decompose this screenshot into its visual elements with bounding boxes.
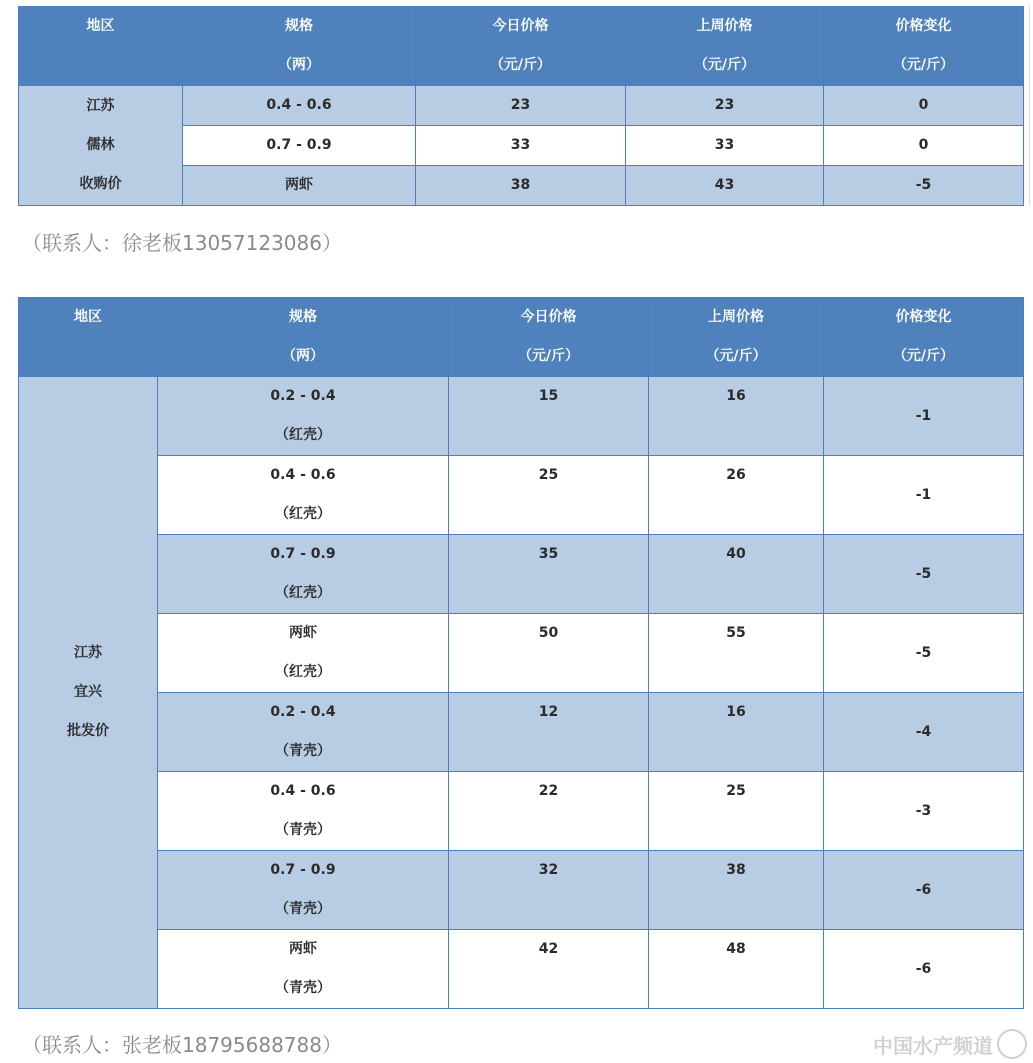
header-lastweek-unit: （元/斤） <box>705 348 767 364</box>
spec-cell <box>158 535 449 614</box>
spec-cell <box>158 772 449 851</box>
lastweek-price-cell: 26 <box>649 456 824 535</box>
spec-size: 0.7 - 0.9 <box>270 862 336 878</box>
header-today-price <box>416 7 626 86</box>
lastweek-price-cell: 43 <box>626 166 824 206</box>
header-region: 地区 <box>19 298 158 377</box>
spec-shell: （红壳） <box>275 664 331 680</box>
price-table-rulin <box>18 6 1024 206</box>
header-region: 地区 <box>19 7 183 86</box>
region-province: 江苏 <box>86 98 115 114</box>
spec-size: 两虾 <box>289 941 317 957</box>
today-price-cell: 35 <box>449 535 649 614</box>
price-change-cell: -5 <box>824 166 1024 206</box>
spec-size: 0.4 - 0.6 <box>270 783 336 799</box>
lastweek-price-cell: 48 <box>649 930 824 1009</box>
header-spec <box>158 298 449 377</box>
region-price-type: 批发价 <box>67 723 109 739</box>
header-today-unit: （元/斤） <box>517 348 580 364</box>
region-cell <box>19 86 183 206</box>
spec-size: 两虾 <box>289 625 317 641</box>
today-price-cell: 22 <box>449 772 649 851</box>
lastweek-price-cell: 40 <box>649 535 824 614</box>
price-change-cell: -4 <box>824 693 1024 772</box>
spec-size: 0.4 - 0.6 <box>270 467 336 483</box>
header-change-unit: （元/斤） <box>892 57 955 73</box>
price-change-cell: -5 <box>824 535 1024 614</box>
lastweek-price-cell: 16 <box>649 377 824 456</box>
page-edge-rule <box>1029 6 1030 206</box>
price-change-cell: -3 <box>824 772 1024 851</box>
header-today-title: 今日价格 <box>520 309 577 325</box>
table-row <box>19 456 1024 535</box>
spec-shell: （红壳） <box>275 506 331 522</box>
spec-cell <box>158 930 449 1009</box>
site-watermark <box>873 1029 1027 1059</box>
table-header-row <box>19 7 1024 86</box>
region-town: 宜兴 <box>74 684 102 700</box>
price-table-yixing <box>18 297 1024 1009</box>
table-row <box>19 772 1024 851</box>
table-row <box>19 693 1024 772</box>
table-row <box>19 851 1024 930</box>
spec-shell: （青壳） <box>275 743 331 759</box>
table-row <box>19 614 1024 693</box>
price-change-cell: 0 <box>824 126 1024 166</box>
header-today-price <box>449 298 649 377</box>
header-today-unit: （元/斤） <box>489 57 552 73</box>
spec-cell <box>158 377 449 456</box>
contact-line-xu: （联系人：徐老板13057123086） <box>22 231 342 255</box>
spec-cell: 0.4 - 0.6 <box>183 86 416 126</box>
header-lastweek-unit: （元/斤） <box>693 57 756 73</box>
today-price-cell: 25 <box>449 456 649 535</box>
today-price-cell: 15 <box>449 377 649 456</box>
spec-size: 0.7 - 0.9 <box>270 546 336 562</box>
today-price-cell: 50 <box>449 614 649 693</box>
price-change-cell: -1 <box>824 377 1024 456</box>
lastweek-price-cell: 38 <box>649 851 824 930</box>
lastweek-price-cell: 33 <box>626 126 824 166</box>
header-price-change <box>824 7 1024 86</box>
table-row <box>19 930 1024 1009</box>
price-change-cell: -6 <box>824 851 1024 930</box>
spec-shell: （红壳） <box>275 585 331 601</box>
spec-cell <box>158 456 449 535</box>
header-lastweek-title: 上周价格 <box>696 18 753 34</box>
today-price-cell: 23 <box>416 86 626 126</box>
today-price-cell: 32 <box>449 851 649 930</box>
header-price-change <box>824 298 1024 377</box>
price-change-cell: -5 <box>824 614 1024 693</box>
header-lastweek-title: 上周价格 <box>708 309 764 325</box>
region-price-type: 收购价 <box>79 176 122 192</box>
today-price-cell: 33 <box>416 126 626 166</box>
header-today-title: 今日价格 <box>492 18 549 34</box>
price-change-cell: -1 <box>824 456 1024 535</box>
lastweek-price-cell: 55 <box>649 614 824 693</box>
lastweek-price-cell: 16 <box>649 693 824 772</box>
price-change-cell: 0 <box>824 86 1024 126</box>
header-change-title: 价格变化 <box>895 309 952 325</box>
price-change-cell: -6 <box>824 930 1024 1009</box>
header-spec-unit: （两） <box>282 348 324 364</box>
spec-shell: （青壳） <box>275 901 331 917</box>
spec-cell: 两虾 <box>183 166 416 206</box>
contact-line-zhang: （联系人：张老板18795688788） <box>22 1033 342 1057</box>
table-row <box>19 377 1024 456</box>
spec-cell <box>158 851 449 930</box>
header-spec <box>183 7 416 86</box>
spec-shell: （红壳） <box>275 427 331 443</box>
header-change-title: 价格变化 <box>895 18 952 34</box>
header-spec-title: 规格 <box>289 309 317 325</box>
region-cell <box>19 377 158 1009</box>
today-price-cell: 38 <box>416 166 626 206</box>
spec-cell <box>158 614 449 693</box>
header-spec-unit: （两） <box>278 57 320 73</box>
spec-cell: 0.7 - 0.9 <box>183 126 416 166</box>
header-change-unit: （元/斤） <box>892 348 955 364</box>
spec-size: 0.2 - 0.4 <box>270 704 336 720</box>
lastweek-price-cell: 23 <box>626 86 824 126</box>
header-lastweek-price <box>649 298 824 377</box>
today-price-cell: 12 <box>449 693 649 772</box>
globe-icon <box>997 1029 1027 1059</box>
header-lastweek-price <box>626 7 824 86</box>
spec-size: 0.2 - 0.4 <box>270 388 336 404</box>
spec-shell: （青壳） <box>275 822 331 838</box>
spec-shell: （青壳） <box>275 980 331 996</box>
spec-cell <box>158 693 449 772</box>
table-row <box>19 86 1024 126</box>
watermark-text: 中国水产频道 <box>873 1033 993 1058</box>
region-town: 儒林 <box>86 137 115 153</box>
table-row <box>19 535 1024 614</box>
region-province: 江苏 <box>74 645 102 661</box>
today-price-cell: 42 <box>449 930 649 1009</box>
lastweek-price-cell: 25 <box>649 772 824 851</box>
table-header-row <box>19 298 1024 377</box>
header-spec-title: 规格 <box>285 18 313 34</box>
